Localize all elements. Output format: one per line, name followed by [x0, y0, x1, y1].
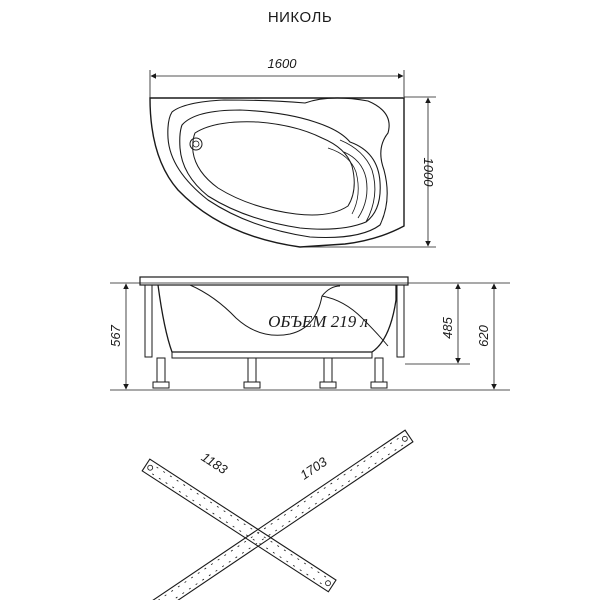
drawing-title: НИКОЛЬ — [267, 9, 333, 26]
long-beam-label: 1703 — [297, 453, 330, 483]
support-leg — [153, 358, 169, 388]
depth-label: 1000 — [421, 157, 436, 187]
width-label: 1600 — [267, 56, 297, 71]
frame-view — [141, 430, 412, 600]
support-leg — [244, 358, 260, 388]
height-left-label: 567 — [108, 325, 123, 347]
support-leg — [320, 358, 336, 388]
tub-rim-contour — [168, 98, 389, 238]
rim-top — [140, 277, 408, 285]
tub-base-plate — [172, 352, 372, 358]
drain-outlet-inner — [193, 141, 199, 147]
long-frame-beam — [141, 430, 412, 600]
drain-outlet — [190, 138, 202, 150]
top-view — [150, 56, 436, 247]
volume-label: ОБЪЕМ 219 л — [268, 312, 368, 331]
height-total-label: 620 — [476, 325, 491, 347]
headrest-contour-inner — [344, 152, 367, 218]
frame-post-left — [145, 285, 152, 357]
height-inner-label: 485 — [440, 317, 455, 339]
support-leg — [371, 358, 387, 388]
frame-post-right — [397, 285, 404, 357]
side-view — [108, 277, 510, 390]
short-beam-label: 1183 — [198, 449, 231, 478]
